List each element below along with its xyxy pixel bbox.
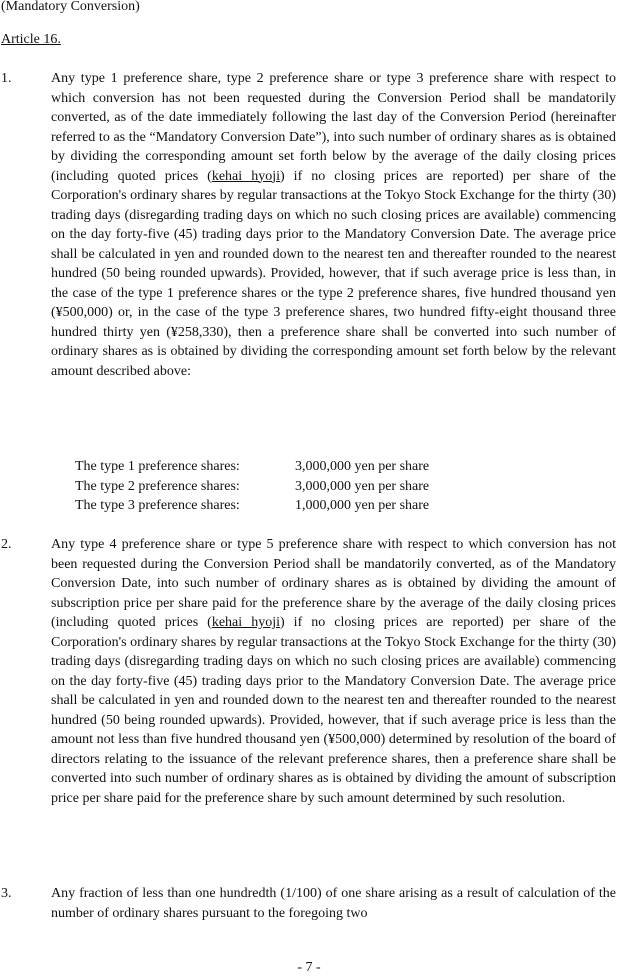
item-number: 3. (1, 886, 12, 901)
paragraph-text: ) if no closing prices are reported) per share of the Corporation's ordinary shares by regular transactions at the Tokyo Stock Exchange for the thirty (30) trading days (disregarding trading days on which no such closing prices are available) commencing on the day forty-five (45) trading days prior to the Mandatory Conversion Date. The average price shall be calculated in yen and rounded down to the nearest ten and thereafter rounded to the nearest hundred (50 being rounded upwards). Provided, however, that if such average price is less than the amount not less than five hundred thousand yen (¥500,000) determined by resolution of the board of directors relating to the issuance of the relevant preference shares, then a preference share shall be converted into such number of ordinary shares as is obtained by dividing the amount of subscription price per share paid for the preference share by such amount determined by such resolution. (51, 615, 616, 806)
table-row (75, 457, 429, 477)
table-row (75, 477, 429, 497)
share-amount: 3,000,000 yen per share (295, 459, 430, 474)
item-paragraph (51, 535, 616, 808)
table-row (75, 496, 429, 516)
share-type-label: The type 1 preference shares: (75, 459, 240, 474)
item-number: 1. (1, 71, 12, 86)
underlined-term: kehai hyoji (211, 168, 280, 184)
article-title: Article 16. (1, 32, 61, 47)
share-amount: 3,000,000 yen per share (295, 478, 430, 494)
paragraph-text: Any type 1 preference share, type 2 preference share or type 3 preference share with respect to which conversion has not been requested during the Conversion Period shall be mandatorily converted, as of the date immediately following the last day of the Conversion Period (hereinafter referred to as the “Mandatory Conversion Date”), into such number of ordinary shares as is obtained by dividing the corresponding amount set forth below by the average of the daily closing prices (including quoted prices ( (51, 71, 616, 184)
item-paragraph (51, 69, 616, 381)
share-type-label: The type 3 preference shares: (75, 498, 240, 513)
page-number: - 7 - (297, 960, 321, 975)
item-paragraph (51, 884, 616, 923)
paragraph-text: ) if no closing prices are reported) per share of the Corporation's ordinary shares by regular transactions at the Tokyo Stock Exchange for the thirty (30) trading days (disregarding trading days on which no such closing prices are available) commencing on the day forty-five (45) trading days prior to the Mandatory Conversion Date. The average price shall be calculated in yen and rounded down to the nearest ten and thereafter rounded to the nearest hundred (50 being rounded upwards). Provided, however, that if such average price is less than, in the case of the type 1 preference shares or the type 2 preference shares, five hundred thousand yen (¥500,000) or, in the case of the type 3 preference shares, two hundred fifty-eight thousand three hundred thirty yen (¥258,330), then a preference share shall be converted into such number of ordinary shares as is obtained by dividing the corresponding amount set forth below by the relevant amount described above: (51, 168, 616, 379)
share-amount: 1,000,000 yen per share (295, 498, 430, 513)
item-number: 2. (1, 537, 12, 552)
list-item (0, 69, 616, 381)
list-item (0, 535, 616, 808)
paragraph-text: Any fraction of less than one hundredth (1/100) of one share arising as a result of calculation of the number of ordinary shares pursuant to the foregoing two (51, 886, 616, 921)
underlined-term: kehai hyoji (211, 615, 280, 630)
share-amounts-table (75, 457, 429, 516)
section-heading: (Mandatory Conversion) (1, 0, 140, 14)
paragraph-text: Any type 4 preference share or type 5 preference share with respect to which conversion has not been requested during the Conversion Period shall be mandatorily converted, as of the Mandatory Conversion Date, into such number of ordinary shares as is obtained by dividing the amount of subscription price per share paid for the preference share by the average of the daily closing prices (including quoted prices ( (51, 537, 616, 630)
share-type-label: The type 2 preference shares: (75, 478, 240, 494)
list-item (0, 884, 616, 923)
